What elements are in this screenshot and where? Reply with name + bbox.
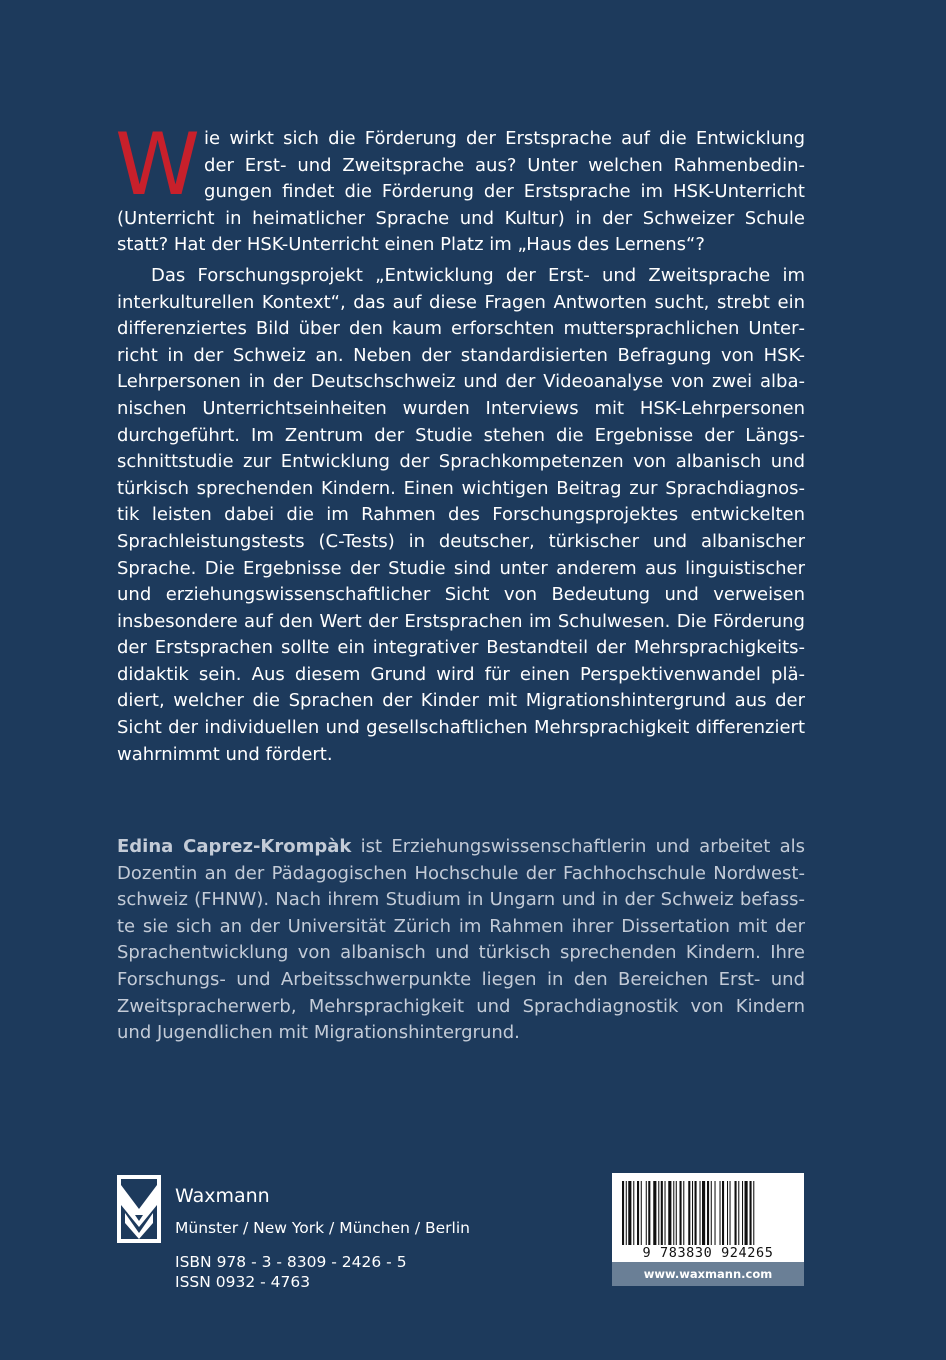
barcode-bar bbox=[750, 1181, 752, 1245]
barcode-bar bbox=[633, 1181, 634, 1245]
barcode-bar bbox=[711, 1181, 712, 1245]
barcode-bar bbox=[622, 1181, 624, 1245]
barcode-bar bbox=[668, 1181, 671, 1245]
barcode-bar bbox=[745, 1181, 748, 1245]
barcode-bar bbox=[653, 1181, 656, 1245]
publisher-url: www.waxmann.com bbox=[612, 1262, 804, 1286]
publisher-cities: Münster / New York / München / Berlin bbox=[175, 1219, 470, 1237]
publisher-name: Waxmann bbox=[175, 1185, 270, 1207]
barcode-bar bbox=[722, 1181, 724, 1245]
blurb bbox=[115, 115, 805, 768]
barcode-bar bbox=[688, 1181, 690, 1245]
waxmann-logo-icon bbox=[117, 1175, 161, 1243]
barcode-bar bbox=[727, 1181, 728, 1245]
barcode-bars bbox=[620, 1181, 796, 1245]
barcode-bar bbox=[683, 1181, 684, 1245]
barcode-bar bbox=[735, 1181, 737, 1245]
barcode-bar bbox=[702, 1181, 705, 1245]
barcode-bar bbox=[641, 1181, 642, 1245]
blurb-paragraph-2: Das Forschungsprojekt „Entwicklung der Erst- und Zweitsprache im interkulturellen Kontext“, das auf diese Fragen Antworten sucht, strebt ein differenziertes Bild über den kaum erforschten muttersprachlichen Unterricht in der Schweiz an. Neben der standardisierten Befragung von HSK-Lehrpersonen in der Deutschschweiz und der Videoanalyse von zwei albanischen Unterrichtseinheiten wurden Interviews mit HSK-Lehrpersonen durchgeführt. Im Zentrum der Studie stehen die Ergebnisse der Längsschnittstudie zur Entwicklung der Sprachkompetenzen von albanisch und türkisch sprechenden Kindern. Einen wichtigen Beitrag zur Sprachdiagnostik leisten dabei die im Rahmen des Forschungsprojektes entwickelten Sprachleistungstests (C-Tests) in deutscher, türkischer und albanischer Sprache. Die Ergebnisse der Studie sind unter anderem aus linguistischer und erziehungswissenschaftlicher Sicht von Bedeutung und verweisen insbesondere auf den Wert der Erstsprachen im Schulwesen. Die Förderung der Erstsprachen sollte ein integrativer Bestandteil der Mehrsprachigkeitsdidaktik sein. Aus diesem Grund wird für einen Perspektivenwandel plädiert, welcher die Sprachen der Kinder mit Migrationshintergrund aus der Sicht der individuellen und gesellschaftlichen Mehrsprachigkeit differenziert wahrnimmt und fördert. bbox=[117, 264, 805, 765]
barcode-bar bbox=[626, 1181, 627, 1245]
barcode-bar bbox=[637, 1181, 639, 1245]
barcode-bar bbox=[646, 1181, 647, 1245]
barcode-bar bbox=[715, 1181, 716, 1245]
barcode-bar bbox=[730, 1181, 731, 1245]
barcode-bar bbox=[665, 1181, 666, 1245]
barcode-bar bbox=[648, 1181, 650, 1245]
barcode-bar bbox=[753, 1181, 754, 1245]
issn: ISSN 0932 - 4763 bbox=[175, 1273, 311, 1291]
barcode-bar bbox=[680, 1181, 682, 1245]
barcode-bar bbox=[742, 1181, 743, 1245]
barcode-bar bbox=[661, 1181, 663, 1245]
blurb-paragraph-1-text: ie wirkt sich die Förderung der Erstsprache auf die Entwicklung der Erst- und Zweitsprache aus? Unter welchen Rahmenbedingungen findet die Förderung der Erstsprache im HSK-Unterricht (Unterricht in heimatlicher Sprache und Kultur) in der Schweizer Schule statt? Hat der HSK-Unterricht einen Platz im „Haus des Lernens“? bbox=[117, 128, 805, 256]
barcode-bar bbox=[673, 1181, 674, 1245]
isbn: ISBN 978 - 3 - 8309 - 2426 - 5 bbox=[175, 1253, 407, 1271]
author-bio-text: ist Erziehungswissenschaftlerin und arbeitet als Dozentin an der Pädagogischen Hochschule der Fachhochschule Nordwestschweiz (FHNW). Nach ihrem Studium in Ungarn und in der Schweiz befasste sie sich an der Universität Zürich im Rahmen ihrer Dissertation mit der Sprachentwicklung von albanisch und türkisch sprechenden Kindern. Ihre Forschungs- und Arbeitsschwerpunkte liegen in den Bereichen Erst- und Zweitspracherwerb, Mehrsprachigkeit und Sprachdiagnostik von Kindern und Jugendlichen mit Migrationshintergrund. bbox=[117, 836, 805, 1044]
barcode-bar bbox=[658, 1181, 659, 1245]
drop-cap: W bbox=[115, 115, 201, 215]
author-bio bbox=[117, 834, 805, 1047]
barcode-bar bbox=[707, 1181, 709, 1245]
barcode-bar bbox=[692, 1181, 693, 1245]
barcode-bar bbox=[628, 1181, 631, 1245]
barcode-bar bbox=[676, 1181, 677, 1245]
barcode-digits: 9 783830 924265 bbox=[642, 1245, 774, 1261]
barcode-bar bbox=[695, 1181, 697, 1245]
blurb-paragraph-1 bbox=[115, 115, 805, 259]
barcode-bar bbox=[720, 1181, 721, 1245]
barcode-bar bbox=[738, 1181, 739, 1245]
barcode-bar bbox=[700, 1181, 701, 1245]
author-name: Edina Caprez-Krompàk bbox=[117, 836, 352, 857]
